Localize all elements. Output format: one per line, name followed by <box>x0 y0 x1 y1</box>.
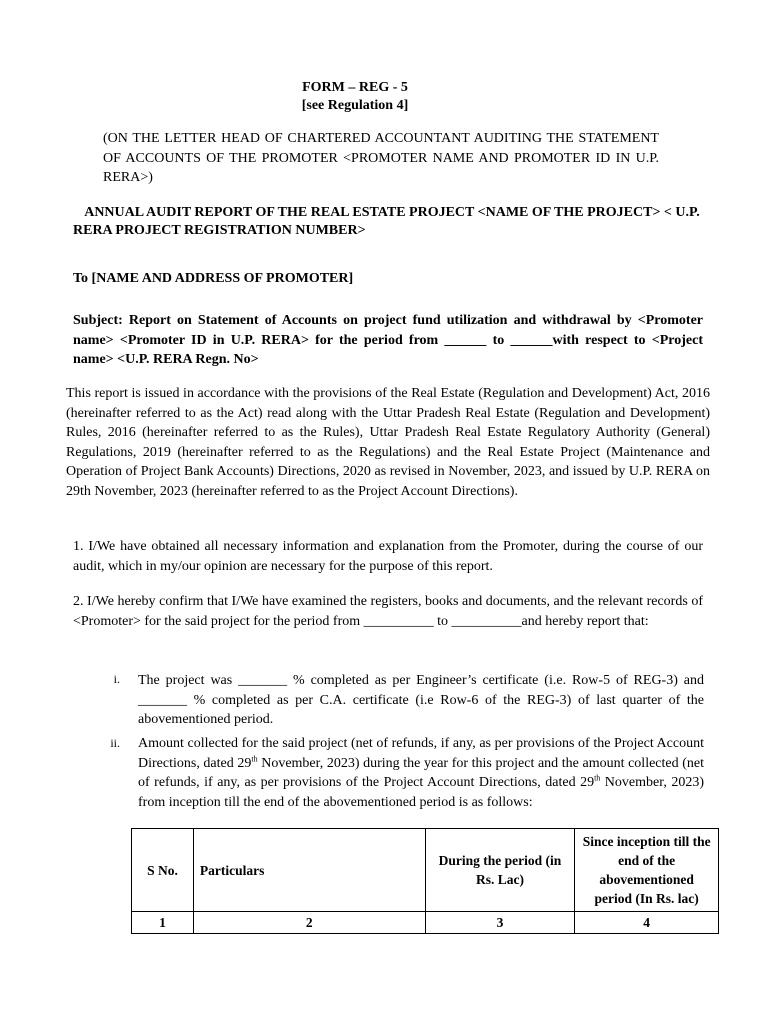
subject-line: Subject: Report on Statement of Accounts on project fund utilization and withdrawal by <Promoter name> <Promoter ID in U.P. RERA> for the period from ______ to ______with respect to <Project name> <U.P. RERA Regn. No> <box>73 313 703 367</box>
table-row <box>132 912 719 934</box>
sub-item-marker: ii. <box>110 736 120 750</box>
table-header-row <box>132 829 719 912</box>
sub-item-i: The project was _______ % completed as per Engineer’s certificate (i.e. Row-5 of REG-3) and _______ % completed as per C.A. certificate (i.e Row-6 of the REG-3) of last quarter of the abovementioned period. <box>138 673 704 727</box>
sub-item-ii-text-b: November, 2023) during the year for this project and the amount collected (net of refunds, if any, as per provisions of the Project Account Directions, dated 29 <box>138 755 704 790</box>
form-title: FORM – REG - 5 <box>302 80 408 95</box>
header-since-inception: Since inception till the end of the abovementioned period (In Rs. lac) <box>575 829 719 912</box>
sub-item-ii-text-a: Amount collected for the said project (net of refunds, if any, as per provisions of the Project Account Directions, dated 29 <box>138 736 704 771</box>
header-s-no: S No. <box>132 829 194 912</box>
point-2: 2. I/We hereby confirm that I/We have examined the registers, books and documents, and the relevant records of <Promoter> for the said project for the period from __________ to __________and hereby report that: <box>73 594 703 629</box>
header-particulars: Particulars <box>193 829 425 912</box>
regulation-reference: [see Regulation 4] <box>301 98 409 113</box>
column-number: 3 <box>425 912 575 934</box>
intro-paragraph: This report is issued in accordance with the provisions of the Real Estate (Regulation and Development) Act, 2016 (hereinafter referred to as the Act) read along with the Uttar Pradesh Real Estate (Regulation and Development) Rules, 2016 (hereinafter referred to as the Rules), Uttar Pradesh Real Estate Regulatory Authority (General) Regulations, 2019 (hereinafter referred to as the Regulations) and the Real Estate Project (Maintenance and Operation of Project Bank Accounts) Directions, 2020 as revised in November, 2023, and issued by U.P. RERA on 29th November, 2023 (hereinafter referred to as the Project Account Directions). <box>66 386 710 499</box>
sub-item-marker: i. <box>113 672 120 686</box>
column-number: 1 <box>132 912 194 934</box>
header-during-period: During the period (in Rs. Lac) <box>425 829 575 912</box>
superscript-th: th <box>594 773 601 783</box>
sub-item-ii <box>138 734 704 812</box>
letterhead-note: (ON THE LETTER HEAD OF CHARTERED ACCOUNTANT AUDITING THE STATEMENT OF ACCOUNTS OF THE PROMOTER <PROMOTER NAME AND PROMOTER ID IN U.P. RERA>) <box>103 131 659 185</box>
sub-item-ii-text-c: November, 2023) from inception till the end of the abovementioned period is as follows: <box>138 775 704 810</box>
column-number: 4 <box>575 912 719 934</box>
point-1: 1. I/We have obtained all necessary information and explanation from the Promoter, during the course of our audit, which in my/our opinion are necessary for the purpose of this report. <box>73 539 703 574</box>
addressee-line: To [NAME AND ADDRESS OF PROMOTER] <box>73 271 354 286</box>
collections-table <box>131 828 719 934</box>
superscript-th: th <box>251 753 258 763</box>
column-number: 2 <box>193 912 425 934</box>
report-title: ANNUAL AUDIT REPORT OF THE REAL ESTATE PROJECT <NAME OF THE PROJECT> < U.P. RERA PROJECT REGISTRATION NUMBER> <box>73 205 700 238</box>
